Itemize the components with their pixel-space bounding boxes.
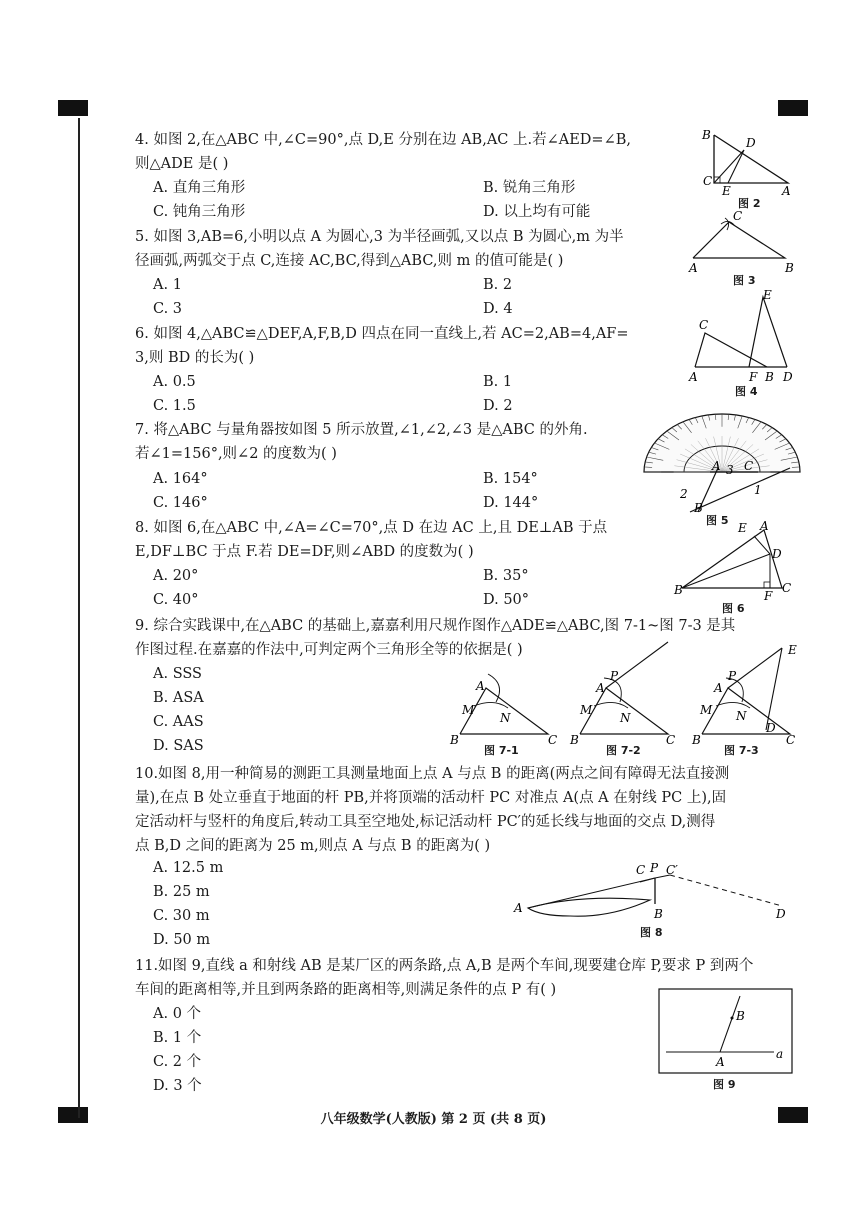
question-8-option-d: D. 50° [483, 592, 530, 608]
figure-4-caption: 图 4 [735, 385, 758, 398]
fig71-label-a: A [476, 679, 485, 693]
question-5-option-c: C. 3 [153, 301, 183, 317]
question-4-option-d: D. 以上均有可能 [483, 204, 591, 220]
registration-mark-top-right [778, 100, 808, 116]
question-5-line1: 5. 如图 3,AB=6,小明以点 A 为圆心,3 为半径画弧,又以点 B 为圆心,m 为半 [135, 229, 624, 245]
figure-8 [510, 858, 795, 922]
question-5-option-a: A. 1 [153, 277, 182, 293]
fig9-label-b: B [736, 1009, 745, 1023]
fig73-label-m: M [700, 703, 713, 717]
figure-6-caption: 图 6 [722, 602, 745, 615]
fig4-label-a: A [689, 370, 698, 384]
fig6-label-a: A [760, 519, 769, 533]
fig5-label-c: C [744, 459, 754, 473]
question-10-option-c: C. 30 m [153, 908, 210, 924]
question-10-line2: 量),在点 B 处立垂直于地面的杆 PB,并将顶端的活动杆 PC 对准点 A(点 A 在射线 PC 上),固 [135, 790, 727, 806]
fig73-label-c: C [786, 733, 796, 746]
question-10-line3: 定活动杆与竖杆的角度后,转动工具至空地处,标记活动杆 PC′的延长线与地面的交点 D,测得 [135, 814, 716, 830]
figure-7-1 [448, 668, 563, 746]
fig2-label-e: E [722, 184, 731, 198]
fig73-label-n: N [736, 709, 747, 723]
question-8-option-a: A. 20° [153, 568, 199, 584]
fig4-label-e: E [763, 288, 772, 302]
fig5-label-3: 3 [726, 463, 734, 477]
figure-2 [700, 125, 800, 200]
question-6-option-d: D. 2 [483, 398, 513, 414]
fig4-label-c: C [699, 318, 709, 332]
fig4-label-f: F [749, 370, 758, 384]
question-10-option-b: B. 25 m [153, 884, 210, 900]
fig3-label-c: C [733, 210, 743, 223]
fig71-label-c: C [548, 733, 558, 746]
fig2-label-b: B [702, 128, 711, 142]
question-4-line2: 则△ADE 是( ) [135, 156, 229, 172]
fig6-label-b: B [674, 583, 683, 597]
question-11-line1: 11.如图 9,直线 a 和射线 AB 是某厂区的两条路,点 A,B 是两个车间,现要建仓库 P,要求 P 到两个 [135, 958, 754, 974]
fig72-label-b: B [570, 733, 579, 746]
fig72-label-m: M [580, 703, 593, 717]
figure-3 [685, 210, 800, 275]
question-7-line2: 若∠1=156°,则∠2 的度数为( ) [135, 446, 337, 462]
question-11-line2: 车间的距离相等,并且到两条路的距离相等,则满足条件的点 P 有( ) [135, 982, 557, 998]
question-6-option-b: B. 1 [483, 374, 513, 390]
fig72-label-p: P [610, 669, 619, 683]
fig5-label-a: A [712, 459, 721, 473]
question-8-option-b: B. 35° [483, 568, 529, 584]
figure-5-caption: 图 5 [706, 514, 729, 527]
binding-line [78, 118, 80, 1118]
fig6-label-e: E [738, 521, 747, 535]
question-4-line1: 4. 如图 2,在△ABC 中,∠C=90°,点 D,E 分别在边 AB,AC 上.若∠AED=∠B, [135, 132, 631, 148]
fig8-label-b: B [654, 907, 663, 921]
fig3-label-b: B [785, 261, 794, 275]
question-9-line2: 作图过程.在嘉嘉的作法中,可判定两个三角形全等的依据是( ) [135, 642, 523, 658]
fig2-label-d: D [746, 136, 756, 150]
fig73-label-a: A [714, 681, 723, 695]
question-6-option-c: C. 1.5 [153, 398, 196, 414]
figure-7-3-caption: 图 7-3 [724, 744, 759, 757]
figure-7-3 [690, 640, 805, 746]
question-9-option-c: C. AAS [153, 714, 204, 730]
fig5-label-1: 1 [754, 483, 762, 497]
fig73-label-e: E [788, 643, 797, 657]
fig4-label-b: B [765, 370, 774, 384]
fig3-label-a: A [689, 261, 698, 275]
fig5-label-2: 2 [680, 487, 688, 501]
fig8-label-a: A [514, 901, 523, 915]
figure-7-1-caption: 图 7-1 [484, 744, 519, 757]
figure-7-2 [568, 640, 683, 746]
question-7 [135, 418, 588, 466]
question-7-option-b: B. 154° [483, 471, 538, 487]
fig4-label-d: D [783, 370, 793, 384]
figure-8-caption: 图 8 [640, 926, 663, 939]
figure-4 [685, 285, 800, 385]
question-8 [135, 516, 607, 564]
fig73-label-b: B [692, 733, 701, 746]
page-footer: 八年级数学(人教版) 第 2 页 (共 8 页) [320, 1112, 547, 1127]
figure-6 [672, 518, 797, 600]
question-6-option-a: A. 0.5 [153, 374, 196, 390]
fig73-label-p: P [728, 669, 737, 683]
question-9-option-a: A. SSS [153, 666, 202, 682]
fig6-label-f: F [764, 589, 773, 600]
question-4-option-a: A. 直角三角形 [153, 180, 246, 196]
figure-7-2-caption: 图 7-2 [606, 744, 641, 757]
question-4 [135, 128, 631, 176]
question-10-option-d: D. 50 m [153, 932, 211, 948]
question-7-option-a: A. 164° [153, 471, 208, 487]
question-7-line1: 7. 将△ABC 与量角器按如图 5 所示放置,∠1,∠2,∠3 是△ABC 的外角. [135, 422, 588, 438]
question-11-option-a: A. 0 个 [153, 1006, 202, 1022]
fig9-label-line-a: a [776, 1047, 784, 1061]
question-11-option-c: C. 2 个 [153, 1054, 202, 1070]
fig72-label-c: C [666, 733, 676, 746]
question-6-line1: 6. 如图 4,△ABC≌△DEF,A,F,B,D 四点在同一直线上,若 AC=2,AB=4,AF= [135, 326, 629, 342]
question-6 [135, 322, 629, 370]
question-10-line4: 点 B,D 之间的距离为 25 m,则点 A 与点 B 的距离为( ) [135, 838, 491, 854]
question-5 [135, 225, 624, 273]
fig72-label-n: N [620, 711, 631, 725]
fig2-label-c: C [703, 174, 713, 188]
fig8-label-d: D [776, 907, 786, 921]
fig6-label-c: C [782, 581, 792, 595]
figure-9-caption: 图 9 [713, 1078, 736, 1091]
fig8-label-cprime: C′ [666, 863, 678, 877]
question-4-option-b: B. 锐角三角形 [483, 180, 576, 196]
question-5-option-d: D. 4 [483, 301, 513, 317]
question-6-line2: 3,则 BD 的长为( ) [135, 350, 255, 366]
question-9-option-b: B. ASA [153, 690, 204, 706]
question-10 [135, 762, 729, 858]
figure-5-protractor [640, 412, 805, 517]
fig71-label-b: B [450, 733, 459, 746]
fig8-label-p: P [650, 861, 659, 875]
fig72-label-a: A [596, 681, 605, 695]
fig9-label-a: A [716, 1055, 725, 1069]
question-8-line1: 8. 如图 6,在△ABC 中,∠A=∠C=70°,点 D 在边 AC 上,且 DE⊥AB 于点 [135, 520, 608, 536]
fig2-label-a: A [782, 184, 791, 198]
registration-mark-top-left [58, 100, 88, 116]
question-9-option-d: D. SAS [153, 738, 204, 754]
question-10-line1: 10.如图 8,用一种简易的测距工具测量地面上点 A 与点 B 的距离(两点之间有障碍无法直接测 [135, 766, 730, 782]
question-11-option-d: D. 3 个 [153, 1078, 202, 1094]
question-8-option-c: C. 40° [153, 592, 199, 608]
question-4-option-c: C. 钝角三角形 [153, 204, 246, 220]
figure-3-caption: 图 3 [733, 274, 756, 287]
question-5-line2: 径画弧,两弧交于点 C,连接 AC,BC,得到△ABC,则 m 的值可能是( ) [135, 253, 564, 269]
figure-2-caption: 图 2 [738, 197, 761, 210]
question-7-option-d: D. 144° [483, 495, 539, 511]
question-10-option-a: A. 12.5 m [153, 860, 224, 876]
question-8-line2: E,DF⊥BC 于点 F.若 DE=DF,则∠ABD 的度数为( ) [135, 544, 474, 560]
question-7-option-c: C. 146° [153, 495, 208, 511]
question-9-line1: 9. 综合实践课中,在△ABC 的基础上,嘉嘉利用尺规作图作△ADE≌△ABC,图 7-1~图 7-3 是其 [135, 618, 736, 634]
fig71-label-n: N [500, 711, 511, 725]
fig71-label-m: M [462, 703, 475, 717]
figure-9 [658, 988, 794, 1076]
fig8-label-c: C [636, 863, 646, 877]
question-11-option-b: B. 1 个 [153, 1030, 202, 1046]
fig5-label-b: B [694, 501, 703, 515]
fig6-label-d: D [772, 547, 782, 561]
fig73-label-d: D [766, 721, 776, 735]
question-5-option-b: B. 2 [483, 277, 513, 293]
